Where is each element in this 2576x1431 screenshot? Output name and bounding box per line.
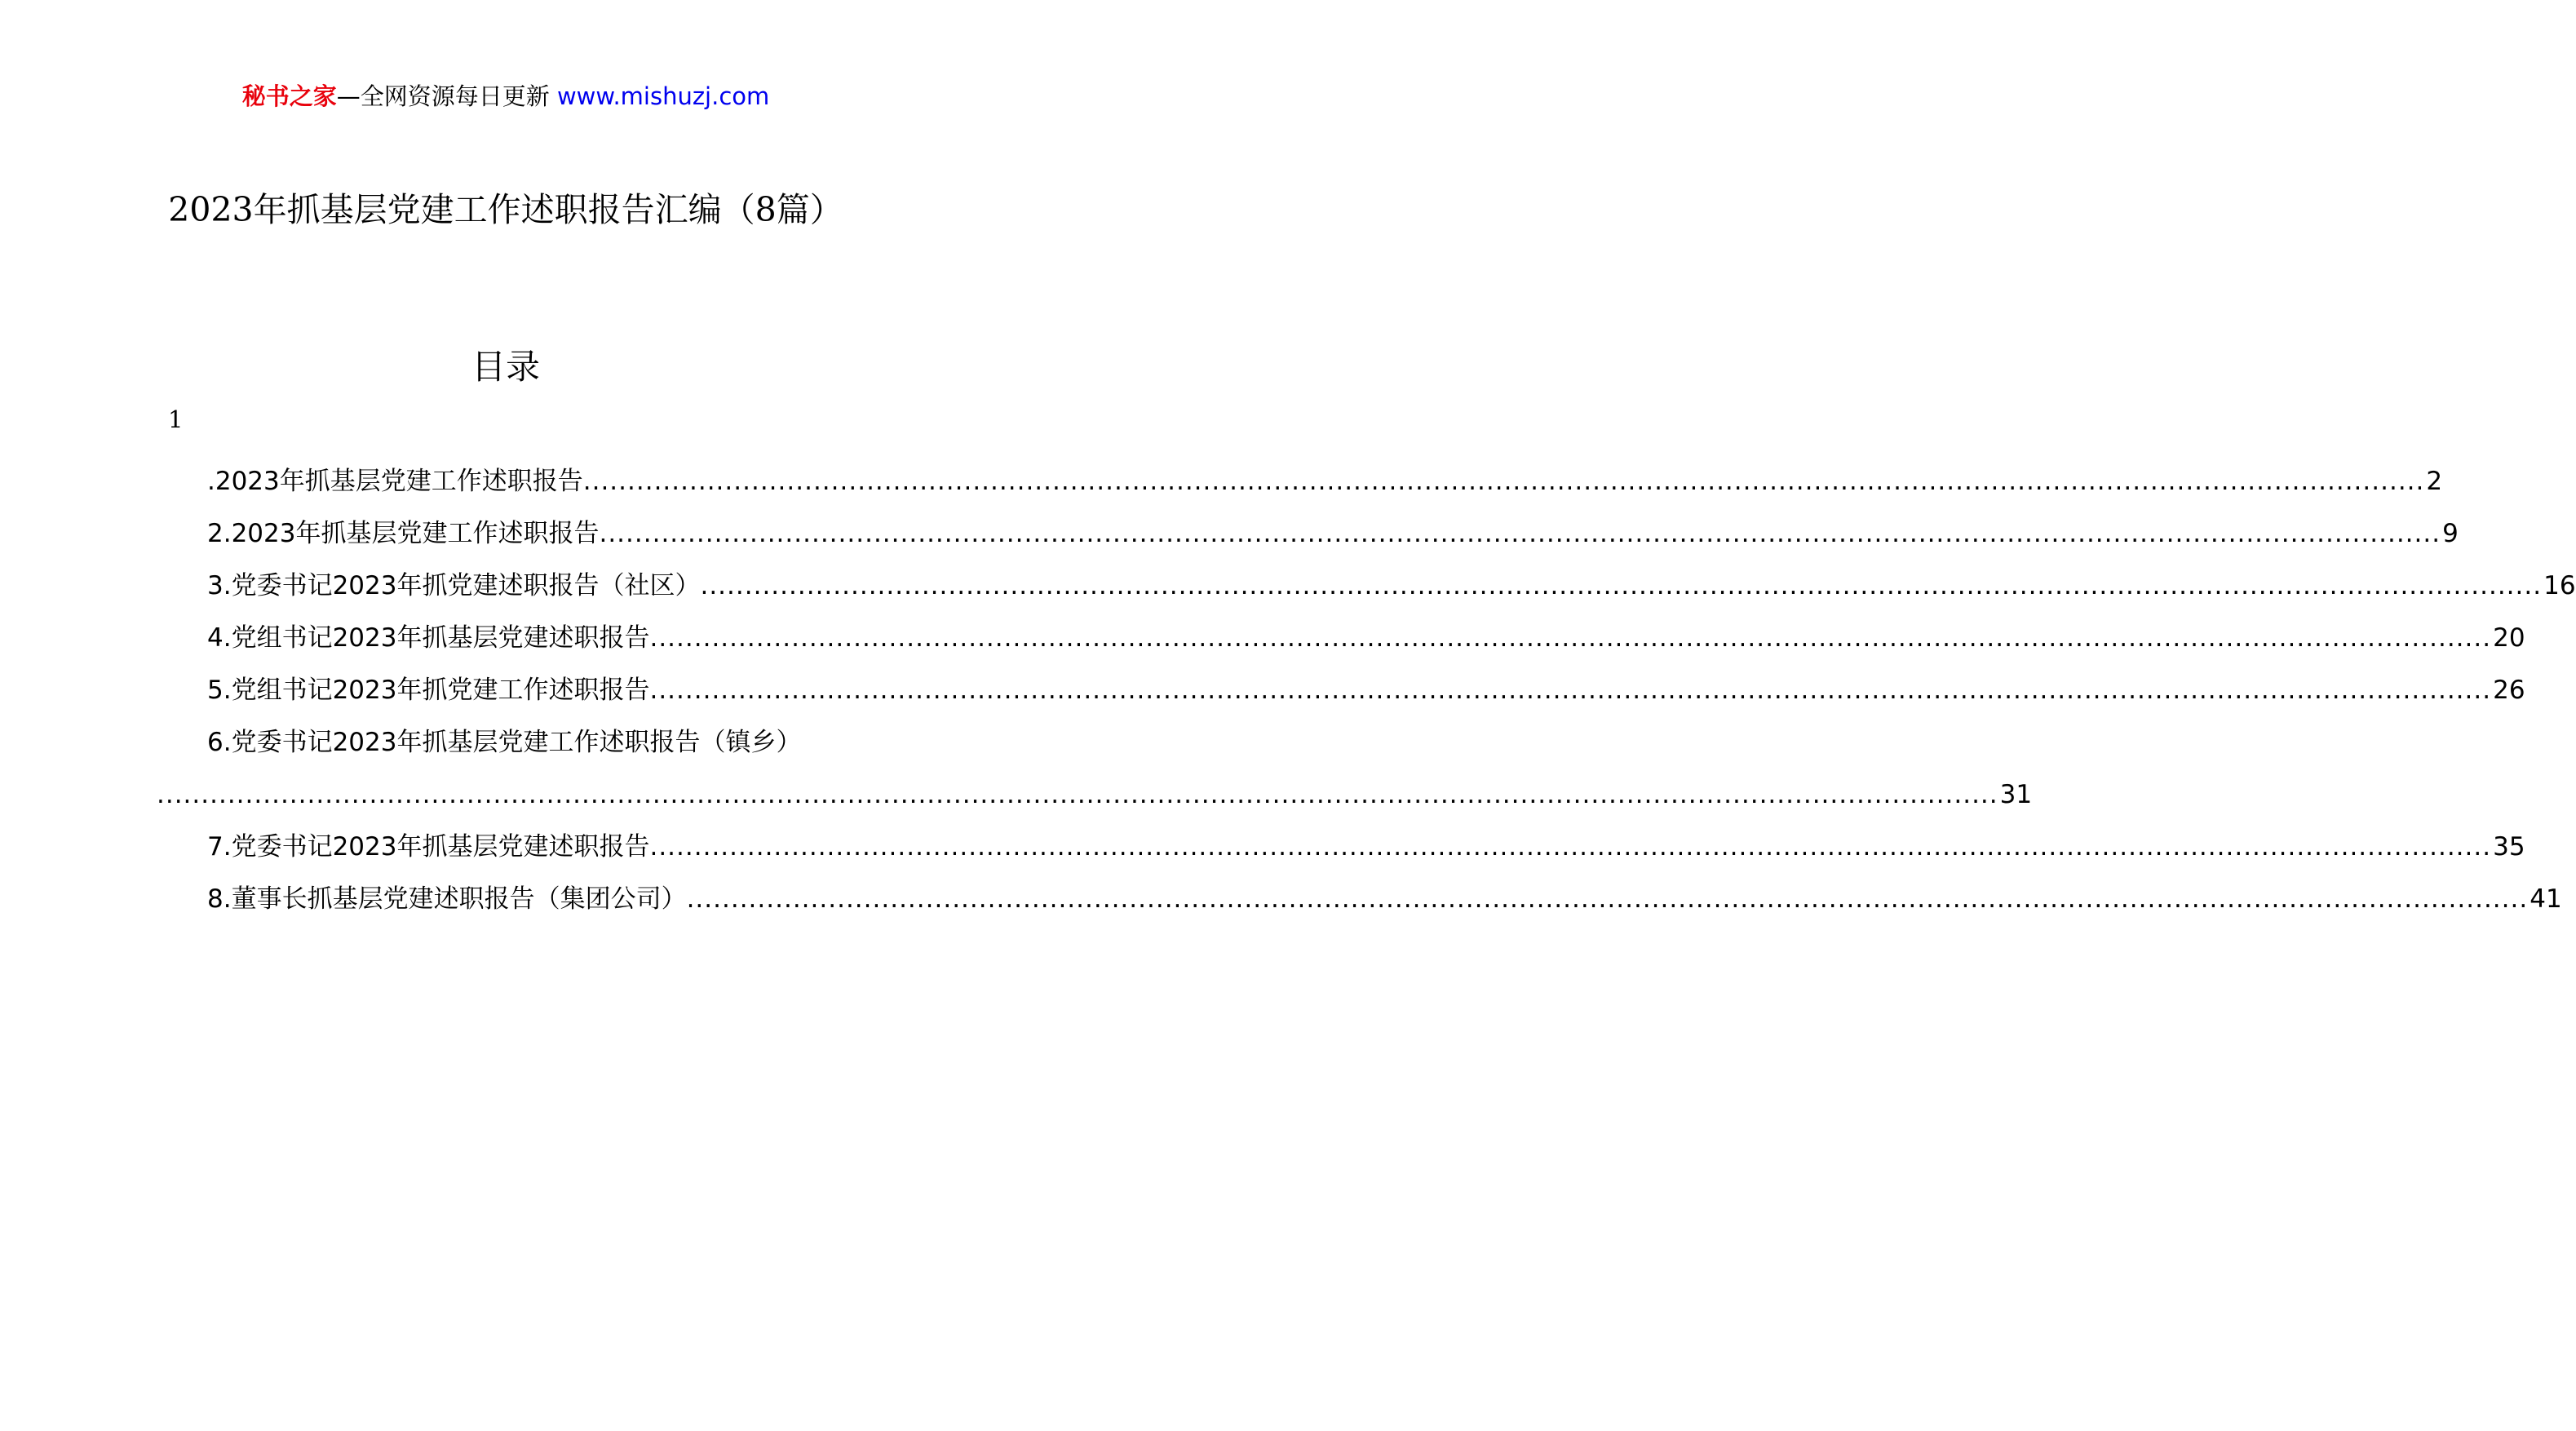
toc-entry-label: 5.党组书记2023年抓党建工作述职报告 (207, 676, 650, 705)
toc-entry-label: 4.党组书记2023年抓基层党建述职报告 (207, 623, 650, 653)
toc-entry-label: 6.党委书记2023年抓基层党建工作述职报告（镇乡） (207, 728, 802, 757)
toc-entry[interactable] (157, 560, 2576, 612)
toc-entry-page: 26 (2493, 676, 2525, 705)
page-number-marker: 1 (168, 405, 184, 433)
toc-entry-page: 2 (2426, 467, 2443, 496)
toc-entry[interactable] (157, 716, 2033, 821)
toc-heading: 目录 (471, 347, 540, 387)
toc-dot-leader (649, 821, 2491, 873)
toc-dot-leader (687, 873, 2529, 925)
site-url-link[interactable]: www.mishuzj.com (556, 82, 770, 110)
toc-entry[interactable] (157, 507, 2459, 560)
toc-entry-page: 16 (2543, 571, 2576, 600)
toc-entry-label: 8.董事长抓基层党建述职报告（集团公司） (207, 884, 687, 914)
document-title: 2023年抓基层党建工作述职报告汇编（8篇） (168, 190, 843, 229)
toc-dot-leader (157, 769, 1998, 821)
toc-entry-page: 20 (2493, 623, 2525, 653)
site-header (0, 80, 1011, 113)
toc-entry-label: 2.2023年抓基层党建工作述职报告 (207, 519, 600, 548)
toc-entry-label: 3.党委书记2023年抓党建述职报告（社区） (207, 571, 701, 600)
site-tagline: —全网资源每日更新 (336, 82, 550, 110)
toc-entry-continuation (157, 769, 2033, 821)
toc-entry-page: 31 (1999, 780, 2033, 809)
toc-entry[interactable] (157, 612, 2525, 664)
toc-entry[interactable] (157, 664, 2525, 716)
toc-dot-leader (583, 455, 2425, 507)
toc-entry-label: .2023年抓基层党建工作述职报告 (207, 467, 583, 496)
toc-dot-leader (599, 507, 2441, 560)
brand-name: 秘书之家 (241, 82, 337, 110)
toc-entry-page: 9 (2442, 519, 2459, 548)
toc-dot-leader (700, 560, 2542, 612)
table-of-contents (157, 455, 2576, 925)
toc-dot-leader (649, 664, 2491, 716)
toc-entry[interactable] (157, 873, 2562, 925)
toc-entry[interactable] (157, 455, 2443, 507)
toc-dot-leader (649, 612, 2491, 664)
toc-entry[interactable] (157, 821, 2525, 873)
toc-entry-page: 41 (2530, 884, 2562, 914)
toc-entry-page: 35 (2493, 832, 2525, 862)
toc-entry-label: 7.党委书记2023年抓基层党建述职报告 (207, 832, 650, 862)
